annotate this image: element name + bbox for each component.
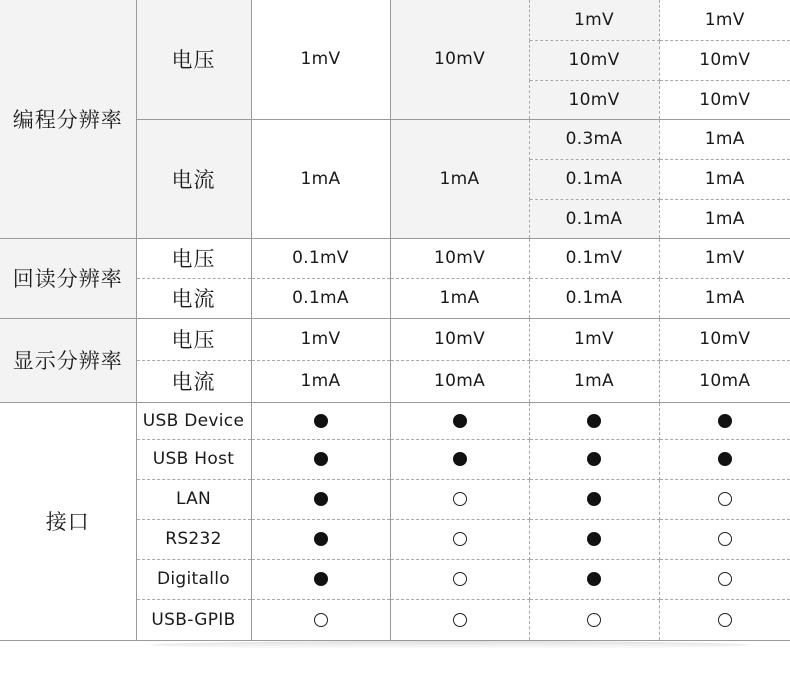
display-voltage-col1: 1mV — [251, 318, 390, 360]
readback-voltage-label: 电压 — [136, 238, 251, 278]
interface-support-cell — [659, 439, 790, 479]
interface-name: LAN — [136, 479, 251, 519]
interface-support-cell — [529, 479, 659, 519]
empty-circle-icon — [718, 492, 732, 506]
interface-support-cell — [529, 519, 659, 559]
programming-voltage-col3-range3: 10mV — [529, 80, 659, 119]
interface-support-cell — [659, 559, 790, 599]
interface-support-cell — [390, 479, 529, 519]
filled-circle-icon — [587, 532, 601, 546]
interface-support-cell — [529, 559, 659, 599]
empty-circle-icon — [587, 613, 601, 627]
readback-current-col4: 1mA — [659, 278, 790, 318]
programming-current-col4-range2: 1mA — [659, 159, 790, 199]
interface-name: USB Host — [136, 439, 251, 479]
filled-circle-icon — [314, 492, 328, 506]
interface-name: USB-GPIB — [136, 599, 251, 640]
programming-current-col3-range1: 0.3mA — [529, 119, 659, 159]
interface-support-cell — [251, 439, 390, 479]
category-interface: 接口 — [0, 402, 136, 640]
programming-current-col1: 1mA — [251, 119, 390, 238]
interface-support-cell — [659, 599, 790, 640]
empty-circle-icon — [453, 532, 467, 546]
filled-circle-icon — [314, 414, 328, 428]
programming-voltage-col2: 10mV — [390, 0, 529, 119]
programming-voltage-col3-range2: 10mV — [529, 40, 659, 80]
filled-circle-icon — [314, 572, 328, 586]
filled-circle-icon — [587, 452, 601, 466]
interface-support-cell — [390, 599, 529, 640]
display-current-col4: 10mA — [659, 360, 790, 402]
readback-voltage-col4: 1mV — [659, 238, 790, 278]
interface-support-cell — [251, 599, 390, 640]
programming-voltage-col4-range3: 10mV — [659, 80, 790, 119]
display-voltage-col4: 10mV — [659, 318, 790, 360]
interface-support-cell — [659, 519, 790, 559]
readback-current-col2: 1mA — [390, 278, 529, 318]
interface-name: Digitallo — [136, 559, 251, 599]
interface-support-cell — [251, 559, 390, 599]
empty-circle-icon — [453, 492, 467, 506]
filled-circle-icon — [453, 414, 467, 428]
interface-support-cell — [251, 519, 390, 559]
readback-current-col1: 0.1mA — [251, 278, 390, 318]
readback-current-col3: 0.1mA — [529, 278, 659, 318]
interface-support-cell — [251, 479, 390, 519]
readback-current-label: 电流 — [136, 278, 251, 318]
display-current-col1: 1mA — [251, 360, 390, 402]
interface-support-cell — [390, 402, 529, 439]
programming-current-label: 电流 — [136, 119, 251, 238]
programming-current-col3-range2: 0.1mA — [529, 159, 659, 199]
readback-voltage-col2: 10mV — [390, 238, 529, 278]
interface-support-cell — [529, 402, 659, 439]
interface-support-cell — [659, 402, 790, 439]
empty-circle-icon — [718, 613, 732, 627]
interface-support-cell — [529, 439, 659, 479]
interface-support-cell — [390, 519, 529, 559]
display-voltage-label: 电压 — [136, 318, 251, 360]
interface-support-cell — [390, 439, 529, 479]
interface-support-cell — [251, 402, 390, 439]
interface-support-cell — [529, 599, 659, 640]
category-readback-resolution: 回读分辨率 — [0, 238, 136, 318]
readback-voltage-col3: 0.1mV — [529, 238, 659, 278]
empty-circle-icon — [453, 613, 467, 627]
programming-voltage-col1: 1mV — [251, 0, 390, 119]
programming-current-col3-range3: 0.1mA — [529, 199, 659, 238]
empty-circle-icon — [718, 572, 732, 586]
display-voltage-col3: 1mV — [529, 318, 659, 360]
filled-circle-icon — [314, 532, 328, 546]
programming-current-col4-range3: 1mA — [659, 199, 790, 238]
filled-circle-icon — [587, 492, 601, 506]
category-display-resolution: 显示分辨率 — [0, 318, 136, 402]
interface-support-cell — [659, 479, 790, 519]
programming-voltage-col3-range1: 1mV — [529, 0, 659, 40]
programming-voltage-label: 电压 — [136, 0, 251, 119]
programming-current-col2: 1mA — [390, 119, 529, 238]
interface-name: RS232 — [136, 519, 251, 559]
filled-circle-icon — [314, 452, 328, 466]
filled-circle-icon — [453, 452, 467, 466]
empty-circle-icon — [314, 613, 328, 627]
filled-circle-icon — [718, 452, 732, 466]
display-current-col2: 10mA — [390, 360, 529, 402]
display-voltage-col2: 10mV — [390, 318, 529, 360]
programming-current-col4-range1: 1mA — [659, 119, 790, 159]
display-current-col3: 1mA — [529, 360, 659, 402]
bottom-shadow — [150, 641, 750, 649]
filled-circle-icon — [718, 414, 732, 428]
programming-voltage-col4-range1: 1mV — [659, 0, 790, 40]
filled-circle-icon — [587, 414, 601, 428]
interface-name: USB Device — [136, 402, 251, 439]
empty-circle-icon — [453, 572, 467, 586]
display-current-label: 电流 — [136, 360, 251, 402]
interface-support-cell — [390, 559, 529, 599]
programming-voltage-col4-range2: 10mV — [659, 40, 790, 80]
empty-circle-icon — [718, 532, 732, 546]
filled-circle-icon — [587, 572, 601, 586]
category-programming-resolution: 编程分辨率 — [0, 0, 136, 238]
readback-voltage-col1: 0.1mV — [251, 238, 390, 278]
